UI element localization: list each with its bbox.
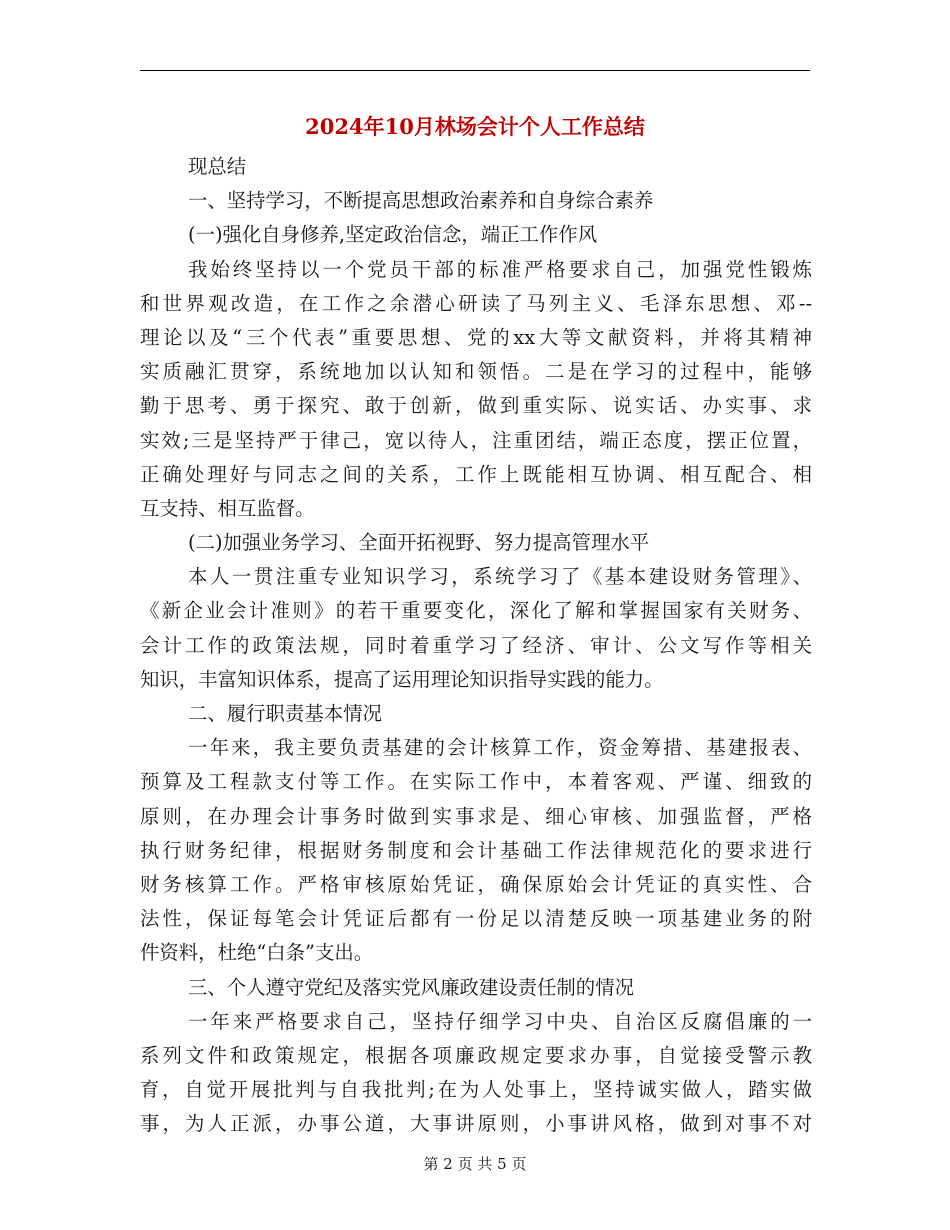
paragraph-line: 三、个人遵守党纪及落实党风廉政建设责任制的情况 bbox=[188, 975, 634, 999]
paragraph-line: 知识，丰富知识体系，提高了运用理论知识指导实践的能力。 bbox=[140, 667, 664, 691]
paragraph-line: 一、坚持学习，不断提高思想政治素养和自身综合素养 bbox=[188, 189, 654, 213]
paragraph-line: 《新企业会计准则》的若干重要变化，深化了解和掌握国家有关财务、 bbox=[140, 599, 812, 623]
paragraph-line: 二、履行职责基本情况 bbox=[188, 702, 382, 725]
paragraph-line: 执行财务纪律，根据财务制度和会计基础工作法律规范化的要求进行 bbox=[140, 838, 812, 862]
paragraph-line: 原则，在办理会计事务时做到实事求是、细心审核、加强监督，严格 bbox=[140, 804, 812, 828]
paragraph-line: 法性，保证每笔会计凭证后都有一份足以清楚反映一项基建业务的附 bbox=[140, 907, 812, 931]
paragraph-line: 勤于思考、勇于探究、敢于创新，做到重实际、说实话、办实事、求 bbox=[140, 394, 812, 418]
paragraph-line: 会计工作的政策法规，同时着重学习了经济、审计、公文写作等相关 bbox=[140, 633, 812, 657]
paragraph-line: 和世界观改造，在工作之余潜心研读了马列主义、毛泽东思想、邓-- bbox=[140, 291, 812, 315]
paragraph-line: 实质融汇贯穿，系统地加以认知和领悟。二是在学习的过程中，能够 bbox=[140, 360, 812, 384]
paragraph-line: 正确处理好与同志之间的关系，工作上既能相互协调、相互配合、相 bbox=[140, 462, 812, 486]
paragraph-line: 实效;三是坚持严于律己，宽以待人，注重团结，端正态度，摆正位置， bbox=[140, 428, 812, 452]
paragraph-line: 一年来，我主要负责基建的会计核算工作，资金筹措、基建报表、 bbox=[188, 736, 812, 760]
document-body bbox=[140, 150, 812, 1141]
paragraph-line: 财务核算工作。严格审核原始凭证，确保原始会计凭证的真实性、合 bbox=[140, 872, 812, 896]
header-rule bbox=[140, 70, 810, 71]
paragraph-line: 本人一贯注重专业知识学习，系统学习了《基本建设财务管理》、 bbox=[188, 565, 812, 589]
paragraph-line: 系列文件和政策规定，根据各项廉政规定要求办事，自觉接受警示教 bbox=[140, 1043, 812, 1067]
paragraph-line: (二)加强业务学习、全面开拓视野、努力提高管理水平 bbox=[188, 531, 650, 555]
paragraph-line: 预算及工程款支付等工作。在实际工作中，本着客观、严谨、细致的 bbox=[140, 770, 812, 794]
paragraph-line: 理论以及“三个代表”重要思想、党的xx大等文献资料，并将其精神 bbox=[140, 325, 812, 349]
paragraph-line: (一)强化自身修养,坚定政治信念，端正工作作风 bbox=[188, 223, 598, 247]
paragraph-line: 互支持、相互监督。 bbox=[140, 496, 315, 520]
document-title: 2024年10月林场会计个人工作总结 bbox=[305, 114, 645, 139]
paragraph-line: 我始终坚持以一个党员干部的标准严格要求自己，加强党性锻炼 bbox=[188, 257, 812, 281]
paragraph-line: 现总结 bbox=[188, 155, 247, 178]
page-number-footer: 第 2 页 共 5 页 bbox=[423, 1155, 527, 1173]
paragraph-line: 事，为人正派，办事公道，大事讲原则，小事讲风格，做到对事不对 bbox=[140, 1112, 812, 1136]
paragraph-line: 育，自觉开展批判与自我批判;在为人处事上，坚持诚实做人，踏实做 bbox=[140, 1078, 812, 1102]
paragraph-line: 一年来严格要求自己，坚持仔细学习中央、自治区反腐倡廉的一 bbox=[188, 1009, 812, 1033]
paragraph-line: 件资料，杜绝“白条”支出。 bbox=[140, 941, 374, 965]
